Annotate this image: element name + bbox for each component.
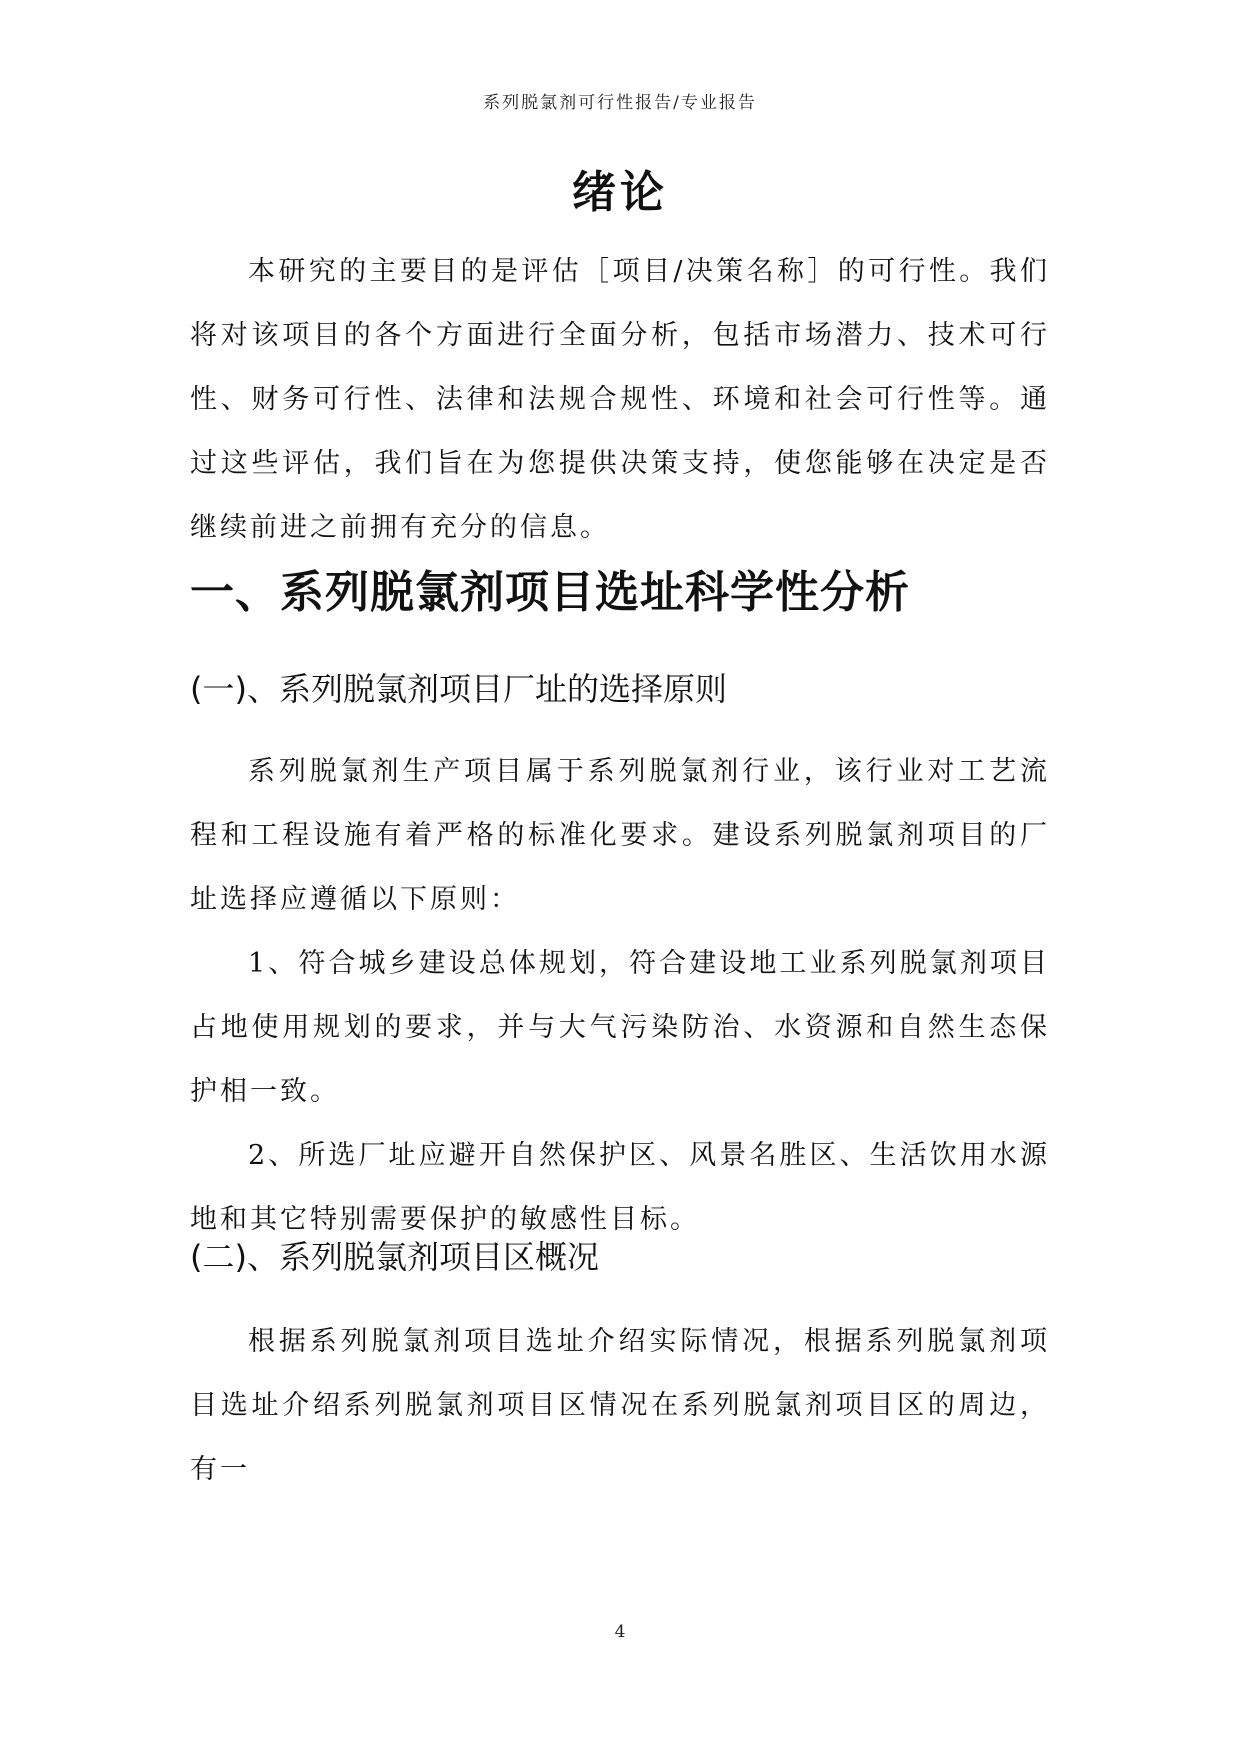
body-paragraph: 系列脱氯剂生产项目属于系列脱氯剂行业，该行业对工艺流程和工程设施有着严格的标准化要求。建设系列脱氯剂项目的厂址选择应遵循以下原则： (190, 756, 1050, 915)
running-header: 系列脱氯剂可行性报告/专业报告 (483, 93, 757, 113)
subsection-1-body (190, 740, 1050, 1252)
subsection-2-body (190, 1310, 1050, 1502)
section-1-heading: 一、系列脱氯剂项目选址科学性分析 (190, 567, 910, 618)
subsection-2-heading-wrap (190, 1232, 1050, 1278)
page-title: 绪论 (572, 167, 668, 218)
body-paragraph: 2、所选厂址应避开自然保护区、风景名胜区、生活饮用水源地和其它特别需要保护的敏感性目标。 (190, 1140, 1050, 1235)
subsection-2-heading: (二)、系列脱氯剂项目区概况 (190, 1238, 599, 1276)
intro-section (190, 240, 1050, 560)
subsection-1-heading-wrap (190, 664, 1050, 710)
body-paragraph: 1、符合城乡建设总体规划，符合建设地工业系列脱氯剂项目占地使用规划的要求，并与大气污染防治、水资源和自然生态保护相一致。 (190, 948, 1050, 1107)
subsection-1-heading: (一)、系列脱氯剂项目厂址的选择原则 (190, 670, 727, 708)
page-number: 4 (614, 1622, 626, 1642)
intro-paragraph: 本研究的主要目的是评估［项目/决策名称］的可行性。我们将对该项目的各个方面进行全面分析，包括市场潜力、技术可行性、财务可行性、法律和法规合规性、环境和社会可行性等。通过这些评估，我们旨在为您提供决策支持，使您能够在决定是否继续前进之前拥有充分的信息。 (190, 256, 1050, 543)
body-paragraph: 根据系列脱氯剂项目选址介绍实际情况，根据系列脱氯剂项目选址介绍系列脱氯剂项目区情况在系列脱氯剂项目区的周边，有一 (190, 1326, 1050, 1485)
section-1-heading-wrap (190, 556, 1050, 620)
